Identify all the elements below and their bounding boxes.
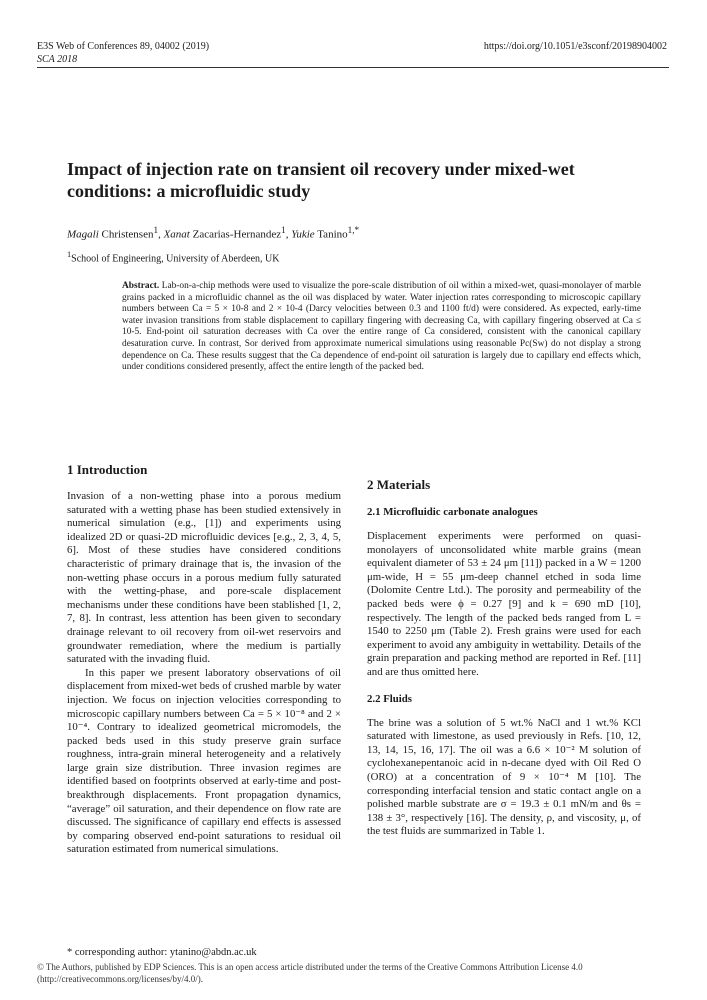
section-heading-introduction: 1 Introduction (67, 462, 148, 477)
author-3-last: Tanino (317, 228, 348, 241)
intro-paragraph-1: Invasion of a non-wetting phase into a porous medium saturated with a wetting phase has been studied extensively in numerical simulation (e.g., [1]) and experiments using idealized 2D or quasi-2D microfluidic devices [e.g., 2, 3, 4, 5, 6]. Most of these studies have considered conditions characteristic of primary drainage that is, the invasion of the non-wetting phase occurs in a porous medium fully saturated with the wetting-phase, and pore-scale displacement mechanisms under these conditions have been stablished [1, 2, 7, 8]. In contrast, less attention has been given to secondary drainage relevant to oil recovery from oil-wet reservoirs and groundwater remediation, where the medium is partially saturated with the invading fluid. (67, 490, 341, 666)
right-column (367, 477, 641, 839)
affiliation-text: School of Engineering, University of Aberdeen, UK (71, 253, 280, 265)
abstract (122, 281, 641, 374)
corresponding-author-footnote: * corresponding author: ytanino@abdn.ac.uk (67, 947, 257, 958)
carbonate-paragraph: Displacement experiments were performed on quasi-monolayers of unconsolidated white marble grains (mean equivalent diameter of 53 ± 24 μm [11]) packed in a W = 1200 μm-wide, H = 55 μm-deep channel etched in soda lime (Dolomite Centre Ltd.). The porosity and permeability of the packed beds were ϕ = 0.27 [9] and k = 690 mD [10], respectively. The length of the packed beds ranged from L = 1540 to 2250 μm (Table 2). Fresh grains were used for each experiment to avoid any ambiguity in wettability. Details of the grain preparation and packing method are reported in Ref. [11] and are thus omitted here. (367, 530, 641, 678)
section-gap (367, 680, 641, 692)
running-header-left (37, 40, 209, 66)
author-2-last: Zacarias-Hernandez (192, 228, 282, 241)
fluids-paragraph: The brine was a solution of 5 wt.% NaCl and 1 wt.% KCl saturated with limestone, as used previously in Refs. [10, 12, 13, 14, 15, 16, 17]. The oil was a 6.6 × 10⁻² M solution of cyclohexanepentanoic acid in n-decane dyed with Oil Red O (ORO) at a concentration of 9 × 10⁻⁴ M [10]. The corresponding interfacial tension and static contact angle on a polished marble substrate are σ = 19.3 ± 0.1 mN/m and θs = 138 ± 3°, respectively [16]. The density, ρ, and viscosity, μ, of the test fluids are summarized in Table 1. (367, 716, 641, 838)
author-2-first: Xanat (163, 228, 190, 241)
author-3-affil: 1,* (347, 225, 360, 235)
abstract-label: Abstract. (122, 281, 160, 291)
intro-paragraph-2: In this paper we present laboratory observations of oil displacement from mixed-wet beds of crushed marble by water injection. We focus on injection velocities corresponding to microscopic capillary numbers between Ca = 5 × 10⁻⁸ and 2 × 10⁻⁴. Contrary to idealized geometrical micromodels, the packed beds used in this study preserve grain surface roughness, intra-grain mineral heterogeneity and a relatively large grain size distribution. Three invasion regimes are identified based on footprints observed at early-time and post-breakthrough displacements. Front propagation dynamics, “average” oil saturation, and their dependence on flow rate are discussed. The significance of capillary end effects is assessed by comparing observed end-point saturations to residual oil saturation estimated from numerical simulations. (67, 666, 341, 856)
author-3-first: Yukie (291, 228, 315, 241)
abstract-text: Lab-on-a-chip methods were used to visualize the pore-scale distribution of oil within a mixed-wet, quasi-monolayer of marble grains packed in a microfluidic channel as the oil was displaced by water. Water injection rates corresponding to microscopic capillary numbers between Ca = 5 × 10-8 and 2 × 10-4 (Darcy velocities between 0.3 and 1100 ft/d) were considered. As expected, early-time water invasion transitions from stable displacement to capillary fingering with decreasing Ca, with capillary fingering observed at Ca ≤ 10-5. End-point oil saturation decreases with Ca over the entire range of Ca considered, consistent with the canonical capillary desaturation curve. In contrast, Sor derived from approximate numerical simulations using reasonable Pc(Sw) do not display a strong dependence on Ca. These results suggest that the Ca dependence of end-point oil saturation is largely due to capillary end effects which, under conditions considered presently, affect the entire length of the packed bed. (122, 281, 642, 373)
author-1-last: Christensen (101, 228, 154, 241)
subsection-heading-carbonate: 2.1 Microfluidic carbonate analogues (367, 506, 538, 518)
paper-title: Impact of injection rate on transient oil recovery under mixed-wet conditions: a microfluidic study (67, 159, 575, 201)
affiliation-number: 1 (67, 250, 72, 259)
doi-link[interactable]: https://doi.org/10.1051/e3sconf/20198904002 (483, 41, 667, 52)
section-heading-materials: 2 Materials (367, 477, 431, 492)
author-1-first: Magali (67, 228, 99, 241)
journal-citation: E3S Web of Conferences 89, 04002 (2019) (37, 41, 210, 52)
header-divider (37, 67, 669, 68)
author-2-affil: 1 (281, 225, 286, 235)
left-column (67, 462, 341, 857)
author-1-affil: 1 (153, 225, 159, 235)
license-notice: © The Authors, published by EDP Sciences. This is an open access article distributed under the terms of the Creative Commons Attribution License 4.0 (http://creativecommons.org/licenses/by/4.0/). (37, 962, 583, 984)
subsection-heading-fluids: 2.2 Fluids (367, 692, 413, 705)
affiliation (67, 248, 279, 265)
author-list: Magali Christensen$^1$, Xanat Zacarias-Hernandez$^1$, Yukie Tanino$^{1,*}$ (67, 225, 360, 241)
conference-name: SCA 2018 (37, 54, 78, 65)
